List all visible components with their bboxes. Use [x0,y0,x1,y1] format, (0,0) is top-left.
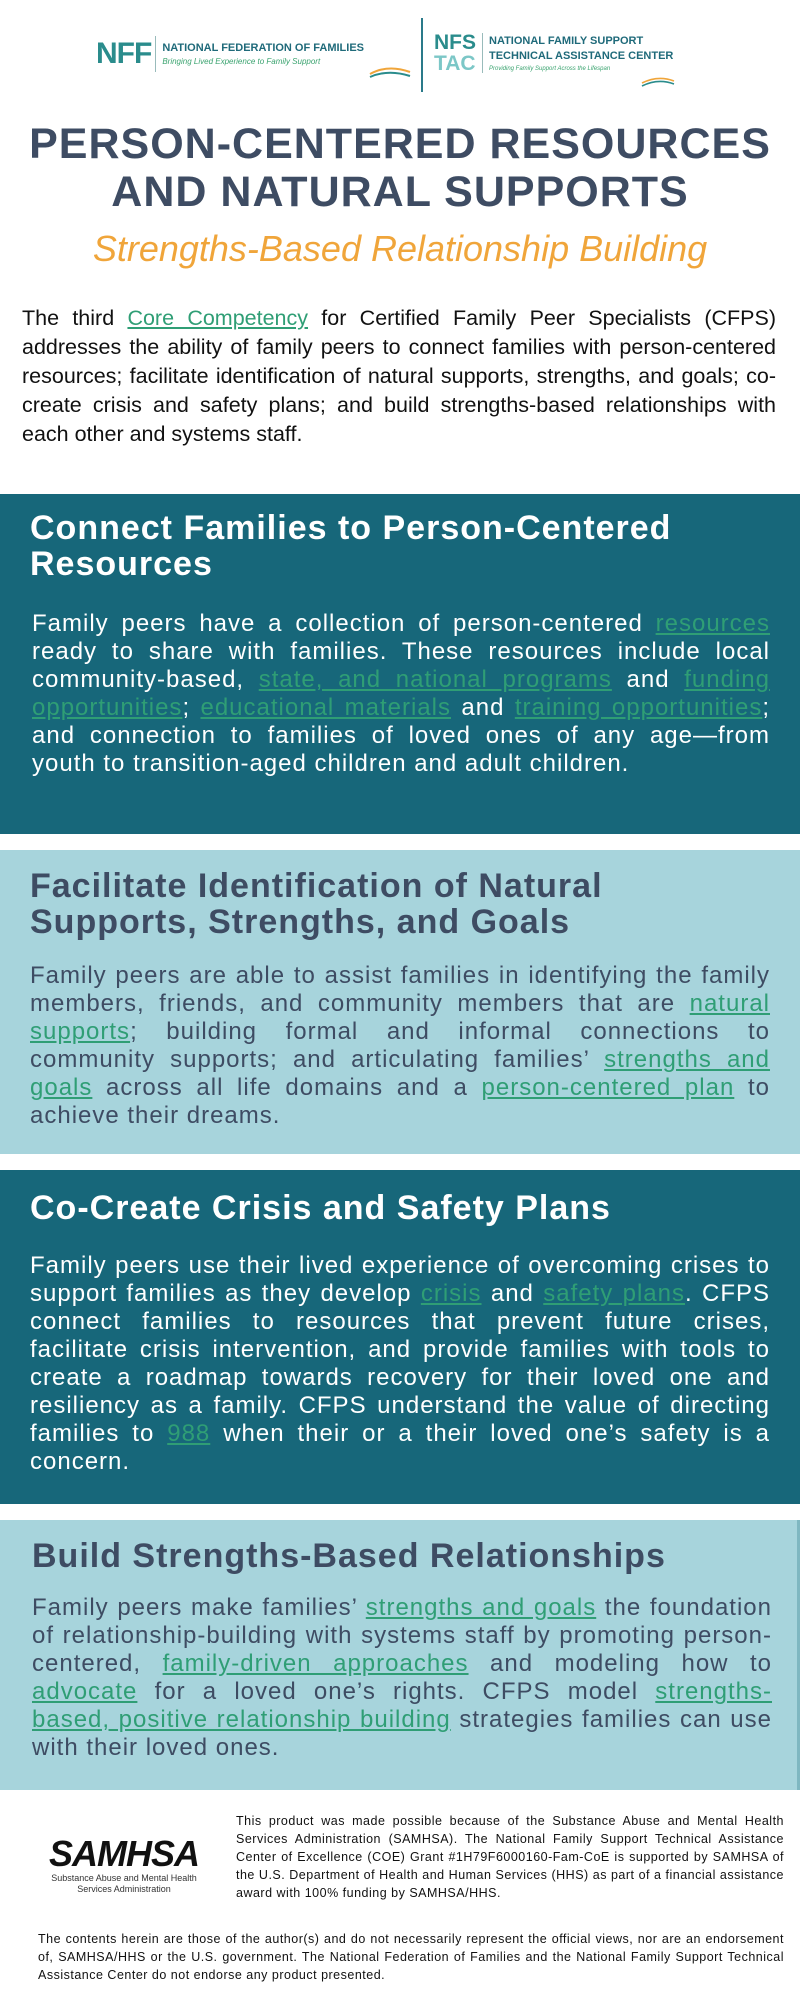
crisis-link[interactable]: crisis [420,1280,482,1307]
relationship-building-link[interactable]: strengths-based, positive relationship building [32,1678,772,1733]
resources-link[interactable]: resources [655,610,770,637]
body-text: and [611,666,685,693]
section-crisis-safety [0,1170,800,1504]
988-link[interactable]: 988 [167,1420,211,1447]
natural-supports-link[interactable]: natural supports [30,990,770,1045]
person-centered-plan-link[interactable]: person-centered plan [481,1074,735,1101]
body-text: . CFPS connect families to resources that prevent future crises, facilitate crisis intervention, and provide families with tools to create a roadmap towards recovery for their loved one and resiliency as a family. CFPS understand the value of directing families to [30,1280,770,1447]
core-competency-link[interactable]: Core Competency [127,306,309,330]
page-title-line1: PERSON-CENTERED RESOURCES [29,120,771,168]
nfstac-name-line2: TECHNICAL ASSISTANCE CENTER [489,50,674,62]
section-body [30,962,770,1130]
section-title: Co-Create Crisis and Safety Plans [30,1189,611,1227]
intro-text: The third [22,306,128,330]
section-title: Connect Families to Person-Centered Resources [30,509,672,583]
state-national-programs-link[interactable]: state, and national programs [258,666,612,693]
funding-opportunities-link[interactable]: funding opportunities [32,666,770,721]
nff-name: NATIONAL FEDERATION OF FAMILIES [162,42,364,54]
body-text: ; [182,694,201,721]
nfstac-tagline: Providing Family Support Across the Lifespan [489,66,611,72]
body-text: for a loved one’s rights. CFPS model [137,1678,656,1705]
logo-divider [155,36,156,72]
swoosh-icon [368,66,412,80]
section-title: Facilitate Identification of Natural Supports, Strengths, and Goals [30,867,603,941]
body-text: strategies families can use with their loved ones. [32,1706,772,1761]
section-title: Build Strengths-Based Relationships [32,1537,666,1575]
section-body [30,1252,770,1476]
nfstac-text [489,34,673,72]
nff-text [162,42,364,66]
training-opportunities-link[interactable]: training opportunities [514,694,763,721]
nfstac-name-line1: NATIONAL FAMILY SUPPORT [489,35,644,47]
page-title [0,120,800,216]
safety-plans-link[interactable]: safety plans [543,1280,685,1307]
funding-disclaimer: This product was made possible because of the Substance Abuse and Mental Health Services Administration (SAMHSA). The National Family Support Technical Assistance Center of Excellence (COE) Grant #1H79F6000160-Fam-CoE is supported by SAMHSA of the U.S. Department of Health and Human Services (HHS) as part of a financial assistance award with 100% funding by SAMHSA/HHS. [236,1814,784,1900]
body-text: the foundation of relationship-building with systems staff by promoting person-centered, [32,1594,772,1677]
nfstac-mark-line1: NFS [434,31,476,54]
educational-materials-link[interactable]: educational materials [200,694,451,721]
page-title-line2: AND NATURAL SUPPORTS [111,168,689,216]
nff-mark: NFF [96,37,152,70]
nfstac-logo[interactable] [434,32,673,74]
body-text: ; and connection to families of loved ones of any age—from youth to transition-aged children and adult children. [32,694,771,777]
swoosh-icon [640,76,676,88]
samhsa-logo[interactable] [44,1835,204,1895]
intro-text: for Certified Family Peer Specialists (CFPS) addresses the ability of family peers to connect families with person-centered resources; facilitate identification of natural supports, strengths, and goals; co-create crisis and safety plans; and build strengths-based relationships with each other and systems staff. [22,306,776,446]
strengths-goals-link[interactable]: strengths and goals [365,1594,597,1621]
nfstac-mark-line2: TAC [434,52,476,75]
nfstac-mark [434,32,476,74]
page-subtitle: Strengths-Based Relationship Building [92,228,708,269]
body-text: Family peers have a collection of person-centered [32,610,656,637]
section-body [32,610,770,778]
intro-paragraph [22,304,776,449]
logo-divider [482,33,483,73]
samhsa-subtitle: Substance Abuse and Mental Health Services Administration [51,1873,197,1894]
body-text: ; building formal and informal connections to community supports; and articulating families’ [30,1018,770,1073]
body-text: to achieve their dreams. [30,1074,770,1129]
section-connect-families [0,494,800,834]
body-text: ready to share with families. These resources include local community-based, [32,638,770,693]
section-relationships [0,1520,800,1790]
body-text: Family peers are able to assist families in identifying the family members, friends, and community members that are [30,962,770,1017]
body-text: when their or a their loved one’s safety is a concern. [30,1420,770,1475]
body-text: Family peers make families’ [32,1594,366,1621]
samhsa-wordmark: SAMHSA [48,1833,199,1874]
header-separator [421,18,423,92]
body-text: and [451,694,515,721]
body-text: across all life domains and a [92,1074,482,1101]
body-text: and [481,1280,544,1307]
advocate-link[interactable]: advocate [32,1678,138,1705]
body-text: and modeling how to [468,1650,773,1677]
family-driven-approaches-link[interactable]: family-driven approaches [162,1650,469,1677]
section-body [32,1594,772,1762]
section-natural-supports [0,850,800,1154]
endorsement-disclaimer: The contents herein are those of the author(s) and do not necessarily represent the official views, nor are an endorsement of, SAMHSA/HHS or the U.S. government. The National Federation of Families and the National Family Support Technical Assistance Center do not endorse any product presented. [38,1932,784,1982]
body-text: Family peers use their lived experience of overcoming crises to support families as they develop [30,1252,770,1307]
header [0,16,800,94]
strengths-goals-link[interactable]: strengths and goals [30,1046,770,1101]
nff-logo[interactable] [96,36,364,72]
nff-tagline: Bringing Lived Experience to Family Support [162,57,321,66]
